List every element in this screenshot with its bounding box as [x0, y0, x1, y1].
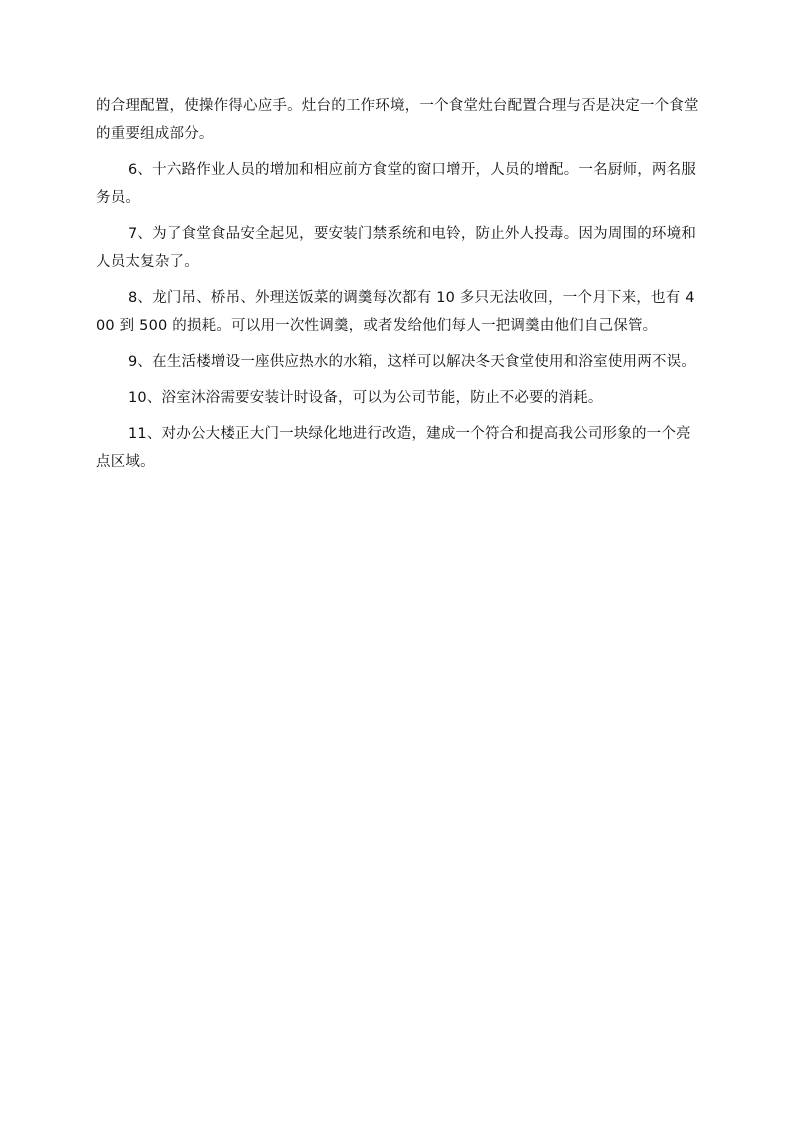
document-body: [96, 92, 699, 484]
paragraph-item-6: 6、十六路作业人员的增加和相应前方食堂的窗口增开，人员的增配。一名厨师，两名服务员。: [96, 162, 697, 206]
paragraph-item-9: 9、在生活楼增设一座供应热水的水箱，这样可以解决冬天食堂使用和浴室使用两不误。: [128, 354, 697, 370]
paragraph-item-10: 10、浴室沐浴需要安装计时设备，可以为公司节能，防止不必要的消耗。: [128, 390, 603, 406]
paragraph-item-7: 7、为了食堂食品安全起见，要安装门禁系统和电铃，防止外人投毒。因为周围的环境和人员太复杂了。: [96, 226, 697, 270]
paragraph-item-8: 8、龙门吊、桥吊、外理送饭菜的调羹每次都有 10 多只无法收回，一个月下来，也有 400 到 500 的损耗。可以用一次性调羹，或者发给他们每人一把调羹由他们自己保管。: [96, 290, 695, 334]
paragraph-continuation: 的合理配置，使操作得心应手。灶台的工作环境，一个食堂灶台配置合理与否是决定一个食堂的重要组成部分。: [96, 98, 699, 142]
paragraph-item-11: 11、对办公大楼正大门一块绿化地进行改造，建成一个符合和提高我公司形象的一个亮点区域。: [96, 426, 691, 470]
